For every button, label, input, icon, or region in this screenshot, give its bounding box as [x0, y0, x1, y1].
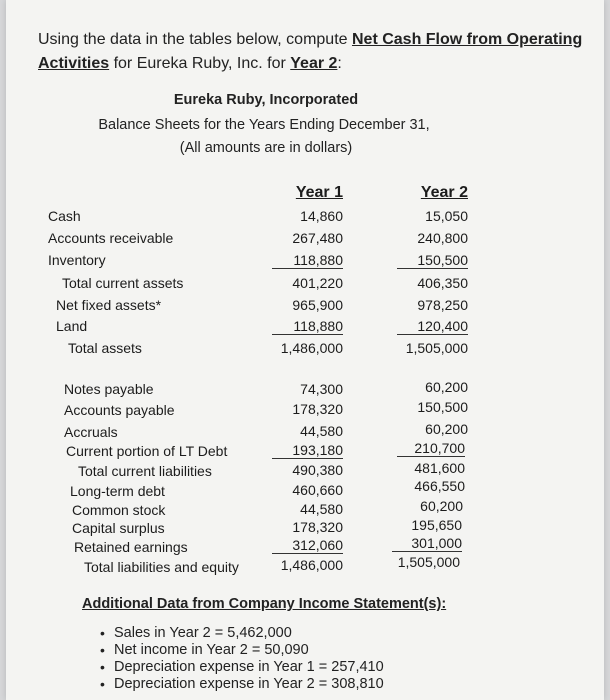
row-year1: 178,320	[292, 519, 343, 535]
list-item: • Depreciation expense in Year 1 = 257,410	[114, 659, 384, 675]
row-year2: 1,505,000	[405, 340, 468, 356]
row-year2: 195,650	[411, 517, 462, 533]
row-year2: 481,600	[414, 460, 465, 476]
row-year1: 14,860	[300, 208, 343, 224]
row-label: Total current liabilities	[78, 463, 212, 479]
row-year1: 490,380	[292, 462, 343, 478]
row-year1: 74,300	[300, 381, 343, 397]
row-label: Accruals	[64, 424, 118, 440]
row-label: Retained earnings	[74, 539, 188, 555]
row-label: Common stock	[72, 502, 166, 518]
row-year1: 118,880	[272, 252, 343, 269]
row-year1: 1,486,000	[280, 340, 343, 356]
row-label: Accounts receivable	[48, 230, 174, 246]
question-post: :	[337, 55, 342, 72]
additional-data-title: Additional Data from Company Income Statement(s):	[82, 596, 447, 612]
statement-subtitle: Balance Sheets for the Years Ending December 31,	[98, 117, 430, 133]
row-label: Total assets	[68, 340, 142, 356]
year2-header: Year 2	[420, 184, 468, 201]
row-year2: 60,200	[420, 498, 463, 514]
row-label: Capital surplus	[72, 520, 165, 536]
row-year2: 466,550	[414, 478, 465, 494]
row-label: Current portion of LT Debt	[66, 443, 228, 459]
amount-note: (All amounts are in dollars)	[179, 140, 353, 156]
row-year1: 118,880	[272, 318, 343, 335]
row-label: Cash	[48, 208, 81, 224]
year1-header: Year 1	[295, 184, 343, 201]
row-label: Notes payable	[64, 381, 154, 397]
row-year1: 401,220	[292, 275, 343, 291]
row-label: Inventory	[48, 252, 106, 268]
question-pre: Using the data in the tables below, compute	[38, 31, 352, 48]
row-year2: 60,200	[425, 379, 468, 395]
question-year: Year 2	[290, 55, 338, 72]
question-link-1: Net Cash Flow from Operating	[351, 31, 583, 48]
company-name: Eureka Ruby, Incorporated	[173, 92, 359, 108]
row-year1: 44,580	[300, 423, 343, 439]
row-year1: 178,320	[292, 401, 343, 417]
row-year2: 978,250	[417, 297, 468, 313]
row-year2: 60,200	[425, 421, 468, 437]
list-item: • Net income in Year 2 = 50,090	[114, 642, 309, 658]
row-year1: 267,480	[292, 230, 343, 246]
row-label: Land	[56, 318, 88, 334]
row-label: Total liabilities and equity	[84, 559, 239, 575]
row-year1: 965,900	[292, 297, 343, 313]
row-label: Net fixed assets*	[56, 297, 162, 313]
row-label: Accounts payable	[64, 402, 175, 418]
row-year1: 312,060	[272, 537, 343, 554]
row-year1: 460,660	[292, 482, 343, 498]
question-text	[38, 28, 603, 76]
row-year2: 1,505,000	[397, 554, 460, 570]
row-label: Total current assets	[62, 275, 184, 291]
row-year2: 210,700	[397, 440, 465, 457]
row-year1: 1,486,000	[280, 557, 343, 573]
row-label: Long-term debt	[70, 483, 165, 499]
list-item: • Sales in Year 2 = 5,462,000	[114, 625, 292, 641]
row-year1: 193,180	[272, 442, 343, 459]
worksheet-page	[6, 0, 604, 700]
question-link-2: Activities	[38, 55, 110, 72]
row-year2: 15,050	[425, 208, 468, 224]
list-item: • Depreciation expense in Year 2 = 308,810	[114, 676, 384, 692]
row-year2: 240,800	[417, 230, 468, 246]
row-year1: 44,580	[300, 501, 343, 517]
row-year2: 150,500	[397, 252, 468, 269]
row-year2: 150,500	[417, 399, 468, 415]
row-year2: 301,000	[392, 535, 462, 552]
question-mid: for Eureka Ruby, Inc. for	[109, 55, 291, 72]
row-year2: 406,350	[417, 275, 468, 291]
row-year2: 120,400	[397, 318, 468, 335]
